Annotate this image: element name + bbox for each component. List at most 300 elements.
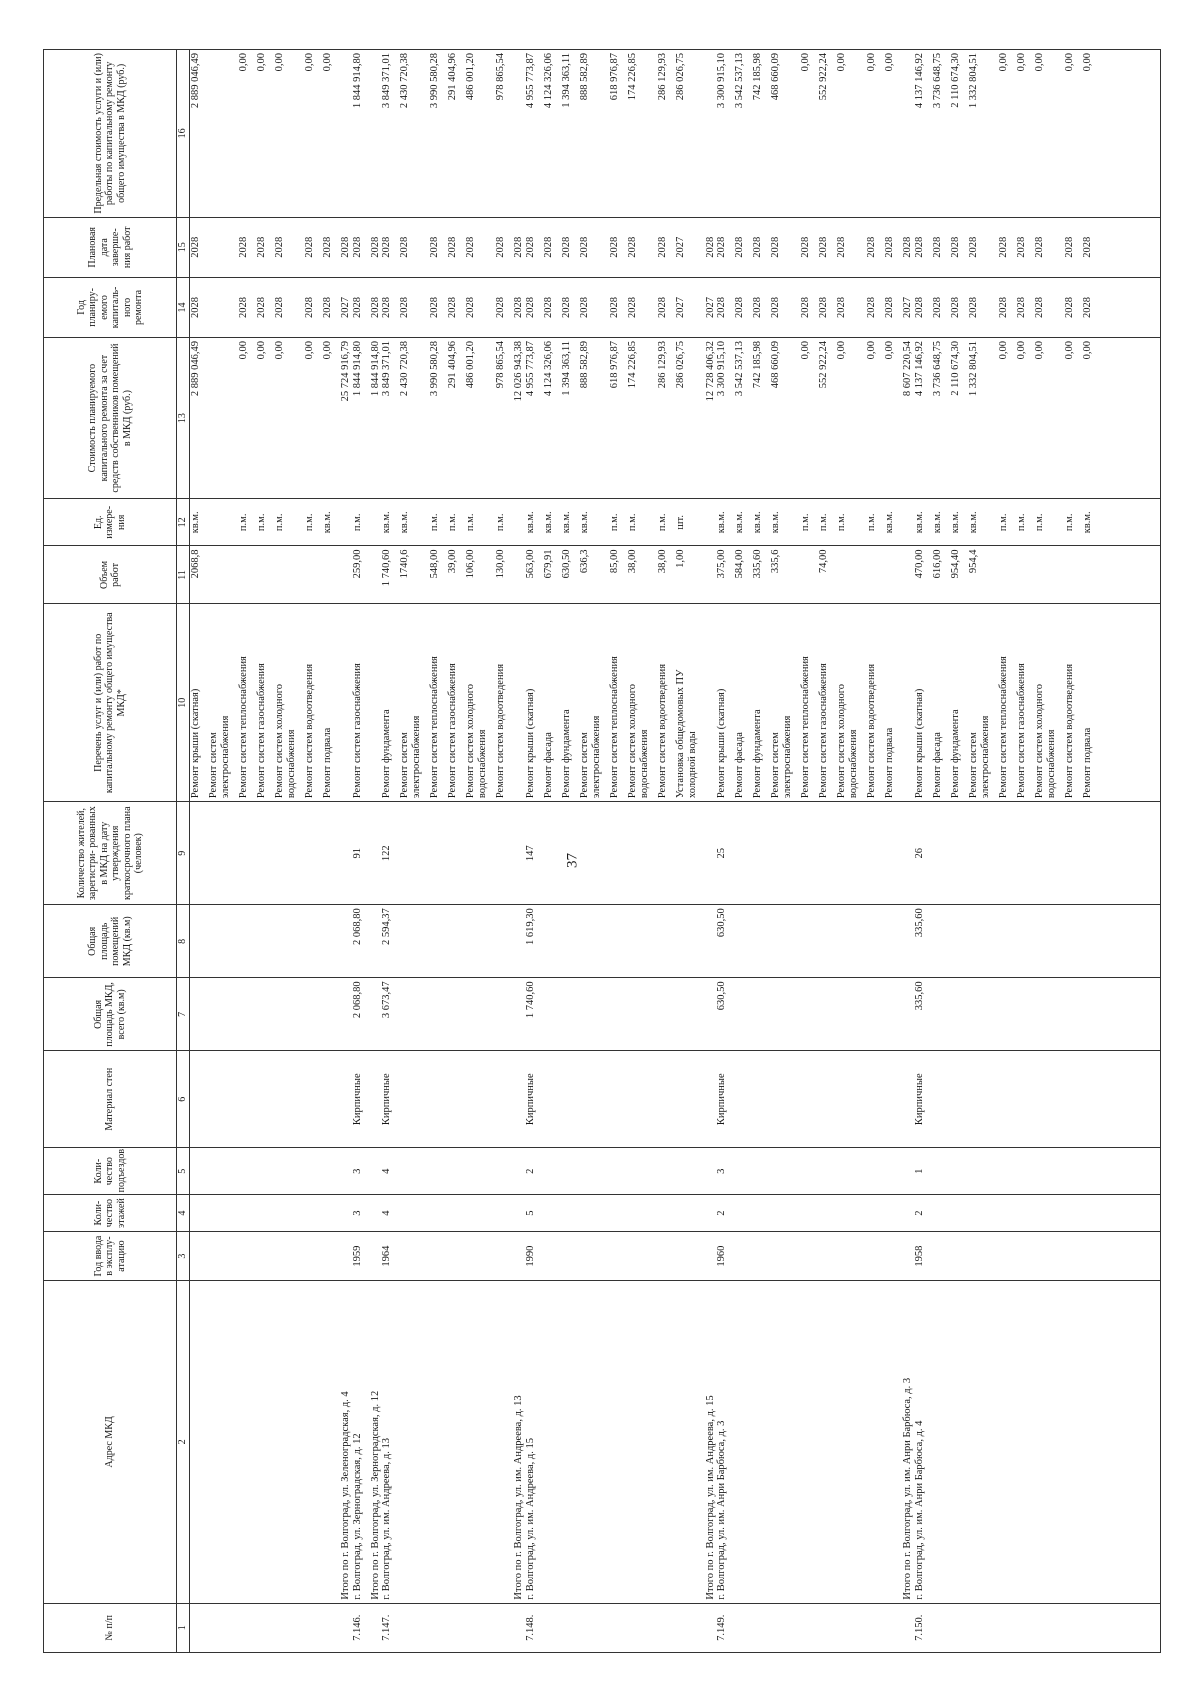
work-volumes [352, 546, 370, 604]
work-volume: 563,00 [524, 549, 536, 579]
total-end-date: 2028 [513, 217, 525, 277]
work-name: Ремонт систем водоотведения [495, 663, 507, 799]
work-limit: 1 332 804,51 [967, 53, 979, 109]
work-end-date: 2028 [800, 236, 812, 258]
empty-cell [1100, 499, 1161, 546]
work-unit: п.м. [1063, 513, 1075, 532]
work-volume: 1740,6 [399, 549, 411, 579]
total-year: 2027 [902, 277, 914, 337]
rooms-area: 1 619,30 [525, 905, 705, 978]
work-item [381, 607, 393, 798]
work-year: 2028 [931, 296, 943, 318]
work-item [716, 607, 728, 798]
work-end-date: 2028 [465, 236, 477, 258]
work-limit: 0,00 [256, 53, 267, 72]
work-unit: кв.м. [770, 511, 782, 534]
column-number: 11 [177, 546, 190, 604]
empty-cell [513, 1195, 525, 1232]
building-row [381, 50, 513, 1653]
work-year: 2028 [399, 296, 411, 318]
work-unit: шт. [674, 515, 686, 530]
empty-cell [902, 546, 914, 604]
total-area: 630,50 [716, 978, 902, 1051]
work-volume: 548,00 [429, 549, 441, 579]
work-limit: 0,00 [238, 53, 249, 72]
empty-cell [340, 546, 352, 604]
work-year: 2028 [967, 296, 979, 318]
work-year: 2028 [1063, 296, 1075, 318]
work-end-date: 2028 [1015, 236, 1027, 258]
empty-cell [513, 802, 525, 905]
work-unit: п.м. [656, 513, 668, 532]
header-cell: Материал стен [44, 1051, 177, 1148]
work-end-dates [190, 217, 341, 277]
work-name: Ремонт систем холодного [1033, 683, 1045, 799]
header-cell: Общая площадь МКД, всего (кв.м) [44, 978, 177, 1051]
work-item [627, 607, 651, 798]
work-list [716, 604, 902, 802]
work-unit: п.м. [997, 513, 1009, 532]
work-name: холодной воды [686, 731, 698, 799]
work-cost: 4 124 326,06 [542, 341, 554, 397]
residents: 122 [381, 802, 513, 905]
work-list [525, 604, 705, 802]
header-cell: Стоимость планируемого капитального ремонта за счет средств собственников помещений в МКД (руб.) [44, 338, 177, 499]
work-name: Ремонт фундамента [752, 709, 764, 799]
total-cost: 8 607 220,54 [902, 338, 914, 499]
work-costs [914, 338, 1100, 499]
total-year: 2027 [340, 277, 352, 337]
work-name: Ремонт систем водоотведения [1063, 663, 1075, 799]
building-row [716, 50, 902, 1653]
work-unit: кв.м. [322, 511, 333, 534]
work-cost: 1 394 363,11 [560, 341, 572, 396]
work-cost: 291 404,96 [447, 341, 459, 389]
column-number: 4 [177, 1195, 190, 1232]
work-year: 2028 [465, 296, 477, 318]
work-volume: 39,00 [447, 549, 459, 574]
work-name: Ремонт подвала [322, 727, 333, 799]
work-end-date: 2028 [322, 236, 333, 258]
work-unit: п.м. [351, 513, 363, 532]
empty-cell [370, 50, 382, 218]
row-number: 7.149. [716, 1603, 902, 1652]
work-years [190, 277, 341, 337]
work-item [884, 607, 896, 798]
empty-cell [340, 604, 352, 802]
empty-cell [705, 978, 717, 1051]
work-item [675, 607, 699, 798]
work-cost: 4 137 146,92 [913, 341, 925, 397]
wall-material: Кирпичные [525, 1051, 705, 1148]
building-row [914, 50, 1100, 1653]
empty-cell [340, 499, 352, 546]
empty-cell [1100, 604, 1161, 802]
work-year: 2028 [560, 296, 572, 318]
work-cost: 286 026,75 [674, 341, 686, 389]
work-volume: 335,60 [752, 549, 764, 579]
row-number [340, 1603, 352, 1652]
work-cost: 0,00 [256, 341, 267, 360]
empty-cell [340, 1148, 352, 1195]
work-limit: 552 922,24 [818, 53, 830, 101]
commission-year: 1958 [914, 1231, 1100, 1280]
work-item [734, 607, 746, 798]
empty-cell [340, 1051, 352, 1148]
wall-material: Кирпичные [716, 1051, 902, 1148]
work-end-date: 2028 [381, 236, 393, 258]
address: г. Волгоград, ул. Зерноградская, д. 12 [352, 1281, 370, 1603]
work-end-dates [716, 217, 902, 277]
empty-cell [370, 1051, 382, 1148]
commission-year: 1960 [716, 1231, 902, 1280]
empty-cell [370, 978, 382, 1051]
empty-cell [340, 1195, 352, 1232]
work-name: Ремонт фасада [931, 732, 943, 799]
empty-cell [370, 1148, 382, 1195]
work-limit: 2 889 046,49 [190, 53, 201, 109]
work-costs [381, 338, 513, 499]
work-volume: 130,00 [495, 549, 507, 579]
work-volume: 1,00 [674, 549, 686, 568]
work-name: Ремонт систем [399, 732, 411, 799]
work-volume: 630,50 [560, 549, 572, 579]
work-end-date: 2028 [656, 236, 668, 258]
work-end-date: 2028 [626, 236, 638, 258]
work-cost: 4 955 773,87 [524, 341, 536, 397]
empty-cell [1100, 277, 1161, 337]
empty-cell [705, 1051, 717, 1148]
empty-cell [1100, 802, 1161, 905]
work-cost: 0,00 [836, 341, 848, 360]
work-name: Ремонт фундамента [560, 709, 572, 799]
work-year: 2028 [304, 296, 315, 318]
work-limits [352, 50, 370, 218]
entrances: 2 [525, 1148, 705, 1195]
work-cost: 0,00 [997, 341, 1009, 360]
work-costs [525, 338, 705, 499]
empty-cell [1100, 50, 1161, 218]
work-item [950, 607, 962, 798]
column-number: 9 [177, 802, 190, 905]
work-unit: кв.м. [578, 511, 590, 534]
column-number: 2 [177, 1281, 190, 1603]
work-year: 2028 [997, 296, 1009, 318]
column-number: 10 [177, 604, 190, 802]
work-item [914, 607, 926, 798]
column-number: 12 [177, 499, 190, 546]
empty-cell [1100, 1231, 1161, 1280]
total-area [190, 978, 341, 1051]
work-limit: 3 849 371,01 [381, 53, 393, 109]
address: г. Волгоград, ул. им. Андреева, д. 15 [525, 1281, 705, 1603]
work-unit: кв.м. [542, 511, 554, 534]
work-end-date: 2028 [716, 236, 728, 258]
work-cost: 2 889 046,49 [190, 341, 201, 397]
empty-cell [705, 1148, 717, 1195]
work-volume: 85,00 [608, 549, 620, 574]
work-name: Ремонт подвала [884, 727, 896, 799]
work-end-date: 2028 [734, 236, 746, 258]
work-volume: 2068,8 [190, 549, 201, 579]
work-year: 2028 [1033, 296, 1045, 318]
work-name: водоснабжения [638, 729, 650, 799]
header-cell: Адрес МКД [44, 1281, 177, 1603]
work-limit: 1 394 363,11 [560, 53, 572, 108]
work-limit: 2 110 674,30 [949, 53, 961, 108]
total-end-date: 2028 [705, 217, 717, 277]
work-end-date: 2028 [1033, 236, 1045, 258]
work-item [238, 607, 250, 798]
work-end-date: 2028 [256, 236, 267, 258]
row-number [190, 1603, 341, 1652]
address: г. Волгоград, ул. им. Анри Барбюса, д. 3 [716, 1281, 902, 1603]
work-year: 2027 [674, 296, 686, 318]
empty-cell [1100, 1281, 1161, 1603]
work-volume: 375,00 [716, 549, 728, 579]
work-item [561, 607, 573, 798]
row-number [902, 1603, 914, 1652]
total-address: Итого по г. Волгоград, ул. им. Андреева, д. 13 [513, 1281, 525, 1603]
work-year: 2028 [1081, 296, 1093, 318]
empty-cell [1100, 1603, 1161, 1652]
row-number [513, 1603, 525, 1652]
work-unit: п.м. [238, 513, 249, 532]
work-cost: 552 922,24 [818, 341, 830, 389]
work-item [322, 607, 334, 798]
total-row [340, 50, 352, 1653]
work-end-date: 2028 [818, 236, 830, 258]
empty-cell [705, 50, 717, 218]
work-unit: п.м. [429, 513, 441, 532]
work-cost: 742 185,98 [752, 341, 764, 389]
work-volumes [914, 546, 1100, 604]
work-name: Ремонт систем [770, 732, 782, 799]
work-year: 2028 [351, 296, 363, 318]
work-limit: 3 736 648,75 [931, 53, 943, 109]
work-cost: 0,00 [322, 341, 333, 360]
row-number: 7.148. [525, 1603, 705, 1652]
work-name: электроснабжения [411, 715, 423, 799]
work-limits [525, 50, 705, 218]
work-year: 2028 [524, 296, 536, 318]
work-item [836, 607, 860, 798]
total-address: Итого по г. Волгоград, ул. Зеленоградская, д. 4 [340, 1281, 352, 1603]
rooms-area: 335,60 [914, 905, 1100, 978]
empty-cell [513, 1148, 525, 1195]
work-end-date: 2028 [238, 236, 249, 258]
work-name: Ремонт систем [967, 732, 979, 799]
work-costs [716, 338, 902, 499]
work-name: Ремонт систем газоснабжения [447, 663, 459, 799]
work-limit: 286 129,93 [656, 53, 668, 101]
work-item [579, 607, 603, 798]
work-name: Ремонт систем холодного [274, 683, 285, 799]
total-cost: 25 724 916,79 [340, 338, 352, 499]
total-row [513, 50, 525, 1653]
work-year: 2028 [190, 296, 201, 318]
empty-cell [370, 802, 382, 905]
work-years [525, 277, 705, 337]
empty-cell [370, 905, 382, 978]
work-volume: 636,3 [578, 549, 590, 574]
work-years [914, 277, 1100, 337]
work-end-dates [914, 217, 1100, 277]
work-year: 2028 [836, 296, 848, 318]
empty-cell [370, 604, 382, 802]
work-unit: п.м. [1033, 513, 1045, 532]
work-item [968, 607, 992, 798]
work-item [543, 607, 555, 798]
work-limit: 486 001,20 [465, 53, 477, 101]
work-end-date: 2028 [770, 236, 782, 258]
work-limits [381, 50, 513, 218]
work-limit: 618 976,87 [608, 53, 620, 101]
work-item [190, 607, 202, 798]
work-year: 2028 [949, 296, 961, 318]
header-cell: Общая площадь помещений МКД (кв.м) [44, 905, 177, 978]
header-cell: Год планиру- емого капиталь- ного ремонта [44, 277, 177, 337]
work-name: Ремонт систем [208, 732, 219, 799]
entrances: 4 [381, 1148, 513, 1195]
work-end-date: 2028 [542, 236, 554, 258]
work-name: Ремонт систем холодного [836, 683, 848, 799]
wall-material: Кирпичные [914, 1051, 1100, 1148]
work-item [932, 607, 944, 798]
work-volumes [716, 546, 902, 604]
work-name: водоснабжения [1045, 729, 1057, 799]
work-cost: 618 976,87 [608, 341, 620, 389]
work-limit: 0,00 [997, 53, 1009, 72]
work-end-date: 2028 [931, 236, 943, 258]
work-end-date: 2028 [1063, 236, 1075, 258]
empty-cell [705, 546, 717, 604]
total-row [705, 50, 717, 1653]
work-item [429, 607, 441, 798]
empty-cell [705, 1195, 717, 1232]
work-unit: п.м. [836, 513, 848, 532]
work-end-date: 2028 [836, 236, 848, 258]
work-year: 2028 [913, 296, 925, 318]
work-cost: 0,00 [866, 341, 878, 360]
work-name: Ремонт систем теплоснабжения [800, 656, 812, 799]
work-limits [716, 50, 902, 218]
work-unit: кв.м. [967, 511, 979, 534]
work-cost: 3 849 371,01 [381, 341, 393, 397]
work-end-date: 2028 [752, 236, 764, 258]
empty-cell [513, 978, 525, 1051]
column-number: 15 [177, 217, 190, 277]
work-limit: 0,00 [1015, 53, 1027, 72]
work-limit: 291 404,96 [447, 53, 459, 101]
work-limit: 978 865,54 [495, 53, 507, 101]
empty-cell [1100, 1051, 1161, 1148]
work-name: Ремонт систем водоотведения [656, 663, 668, 799]
work-limit: 0,00 [866, 53, 878, 72]
header-cell: Плановая дата заверше- ния работ [44, 217, 177, 277]
page-number: 37 [564, 853, 581, 868]
empty-cell [1100, 978, 1161, 1051]
work-limit: 4 124 326,06 [542, 53, 554, 109]
work-name: электроснабжения [220, 715, 231, 799]
work-name: Ремонт систем газоснабжения [256, 663, 267, 799]
work-limit: 1 844 914,80 [351, 53, 363, 109]
work-name: Ремонт крыши (скатная) [524, 688, 536, 799]
work-cost: 0,00 [1015, 341, 1027, 360]
work-cost: 0,00 [1081, 341, 1093, 360]
work-unit: кв.м. [949, 511, 961, 534]
header-cell: Ед. измере- ния [44, 499, 177, 546]
column-number: 5 [177, 1148, 190, 1195]
work-limit: 3 542 537,13 [734, 53, 746, 109]
work-end-date: 2028 [967, 236, 979, 258]
work-cost: 0,00 [238, 341, 249, 360]
empty-cell [902, 802, 914, 905]
row-number: 7.146. [352, 1603, 370, 1652]
work-item [609, 607, 621, 798]
work-name: электроснабжения [782, 715, 794, 799]
entrances: 3 [716, 1148, 902, 1195]
work-limit: 0,00 [322, 53, 333, 72]
empty-cell [902, 50, 914, 218]
work-volume: 335,6 [770, 549, 782, 574]
rooms-area: 2 594,37 [381, 905, 513, 978]
repair-plan-table [43, 49, 1161, 1653]
work-limit: 174 226,85 [626, 53, 638, 101]
work-units [716, 499, 902, 546]
floors: 3 [352, 1195, 370, 1232]
work-year: 2028 [578, 296, 590, 318]
commission-year: 1990 [525, 1231, 705, 1280]
work-volume: 584,00 [734, 549, 746, 579]
work-years [381, 277, 513, 337]
work-end-date: 2028 [608, 236, 620, 258]
work-year: 2028 [1015, 296, 1027, 318]
column-number: 13 [177, 338, 190, 499]
work-unit: п.м. [608, 513, 620, 532]
empty-cell [370, 499, 382, 546]
empty-cell [902, 1051, 914, 1148]
residents [190, 802, 341, 905]
work-units [914, 499, 1100, 546]
total-year: 2027 [705, 277, 717, 337]
work-name: Ремонт систем газоснабжения [1015, 663, 1027, 799]
wall-material: Кирпичные [381, 1051, 513, 1148]
work-cost: 2 110 674,30 [949, 341, 961, 396]
work-name: Ремонт систем холодного [465, 683, 477, 799]
residents: 25 [716, 802, 902, 905]
work-volume: 259,00 [351, 549, 363, 579]
work-end-dates [525, 217, 705, 277]
work-name: Ремонт фундамента [949, 709, 961, 799]
work-year: 2028 [866, 296, 878, 318]
work-unit: п.м. [818, 513, 830, 532]
work-limit: 742 185,98 [752, 53, 764, 101]
commission-year: 1964 [381, 1231, 513, 1280]
work-item [399, 607, 423, 798]
work-unit: п.м. [304, 513, 315, 532]
work-costs [352, 338, 370, 499]
work-item [274, 607, 298, 798]
work-end-date: 2028 [495, 236, 507, 258]
work-volume: 38,00 [656, 549, 668, 574]
work-name: Ремонт фасада [734, 732, 746, 799]
work-list [914, 604, 1100, 802]
work-limit: 0,00 [800, 53, 812, 72]
work-name: Ремонт фасада [542, 732, 554, 799]
floors: 4 [381, 1195, 513, 1232]
work-year: 2028 [608, 296, 620, 318]
